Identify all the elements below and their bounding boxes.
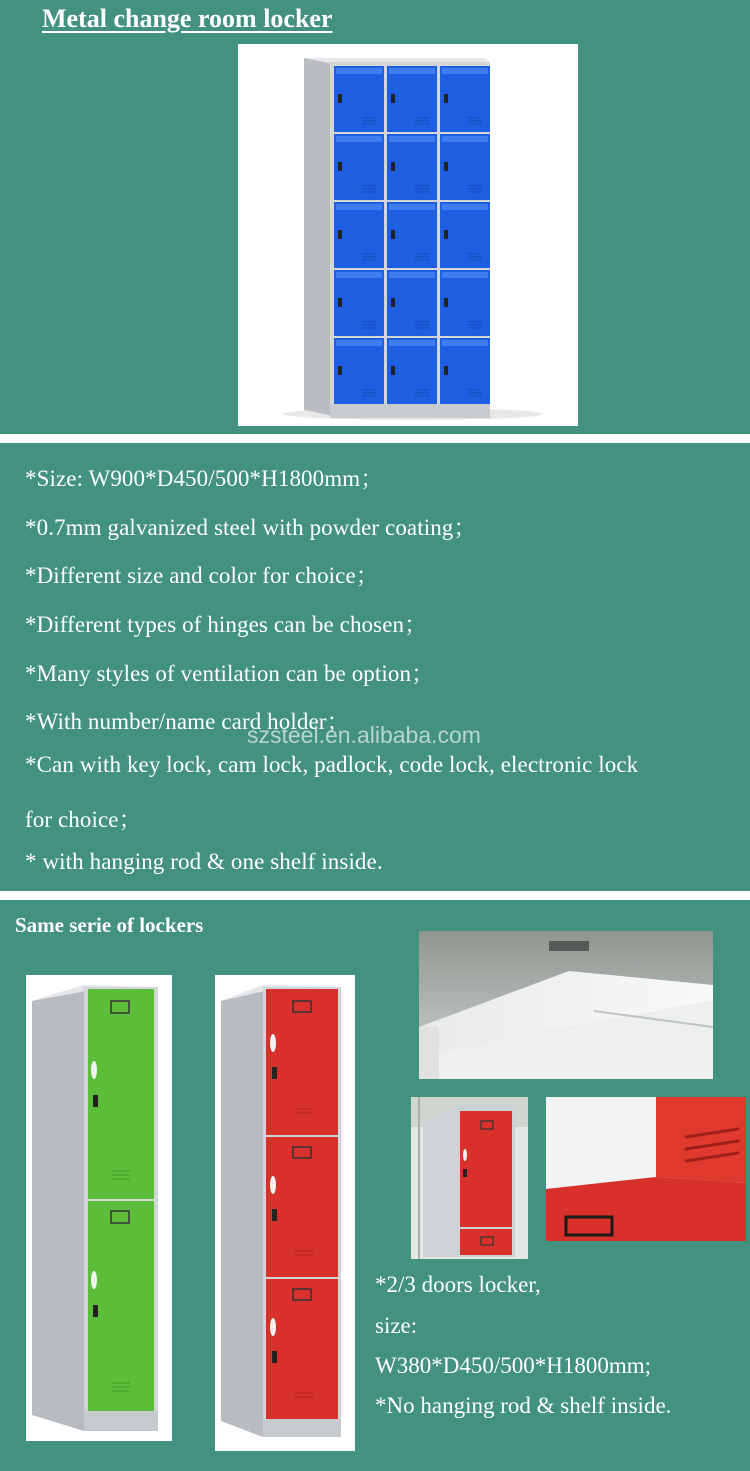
series-spec-line: size: bbox=[375, 1313, 418, 1338]
door-highlight bbox=[336, 340, 382, 346]
spec-line: * with hanging rod & one shelf inside. bbox=[25, 849, 383, 874]
door-highlight bbox=[336, 272, 382, 278]
lock-icon bbox=[338, 298, 342, 307]
door-highlight bbox=[389, 204, 435, 210]
lock-icon bbox=[444, 230, 448, 239]
spec-line: *Size: W900*D450/500*H1800mm； bbox=[25, 466, 384, 491]
lock-icon bbox=[444, 298, 448, 307]
lock-icon bbox=[338, 162, 342, 171]
spec-line: *0.7mm galvanized steel with powder coating； bbox=[25, 515, 477, 540]
door-highlight bbox=[336, 204, 382, 210]
blue-locker-photo bbox=[238, 44, 578, 426]
lock-icon bbox=[444, 162, 448, 171]
series-spec-line: *No hanging rod & shelf inside. bbox=[375, 1393, 672, 1418]
separator-bar bbox=[0, 434, 750, 443]
vent-detail-photo bbox=[546, 1097, 746, 1241]
series-spec-line: W380*D450/500*H1800mm; bbox=[375, 1353, 651, 1378]
lock-icon bbox=[338, 94, 342, 103]
door-highlight bbox=[442, 272, 488, 278]
separator-bar bbox=[0, 891, 750, 900]
door-highlight bbox=[389, 272, 435, 278]
lock-icon bbox=[391, 298, 395, 307]
lock-icon bbox=[338, 230, 342, 239]
door-highlight bbox=[389, 68, 435, 74]
lock-icon bbox=[391, 162, 395, 171]
spec-line: for choice； bbox=[25, 807, 142, 832]
door-highlight bbox=[389, 340, 435, 346]
small-red-locker-photo bbox=[411, 1097, 528, 1259]
spec-line: *Many styles of ventilation can be option； bbox=[25, 661, 435, 686]
door-highlight bbox=[442, 136, 488, 142]
spec-line: *Can with key lock, cam lock, padlock, code lock, electronic lock bbox=[25, 752, 639, 777]
page-title: Metal change room locker bbox=[42, 4, 333, 33]
lock-icon bbox=[391, 230, 395, 239]
lock-icon bbox=[444, 366, 448, 375]
spec-line: *Different size and color for choice； bbox=[25, 563, 379, 588]
lock-icon bbox=[391, 366, 395, 375]
lock-icon bbox=[391, 94, 395, 103]
red-locker-photo bbox=[215, 975, 355, 1451]
door-highlight bbox=[442, 68, 488, 74]
watermark: szsteel.en.alibaba.com bbox=[247, 722, 481, 748]
spec-line: *Different types of hinges can be chosen； bbox=[25, 612, 428, 637]
door-highlight bbox=[442, 340, 488, 346]
green-locker-photo bbox=[26, 975, 172, 1441]
lock-icon bbox=[338, 366, 342, 375]
spec-line: *With number/name card holder； bbox=[25, 709, 350, 734]
top-detail-photo bbox=[419, 931, 713, 1079]
door-highlight bbox=[442, 204, 488, 210]
series-title: Same serie of lockers bbox=[15, 913, 204, 937]
door-highlight bbox=[389, 136, 435, 142]
lock-icon bbox=[444, 94, 448, 103]
series-spec-line: *2/3 doors locker, bbox=[375, 1272, 541, 1297]
door-highlight bbox=[336, 136, 382, 142]
door-highlight bbox=[336, 68, 382, 74]
